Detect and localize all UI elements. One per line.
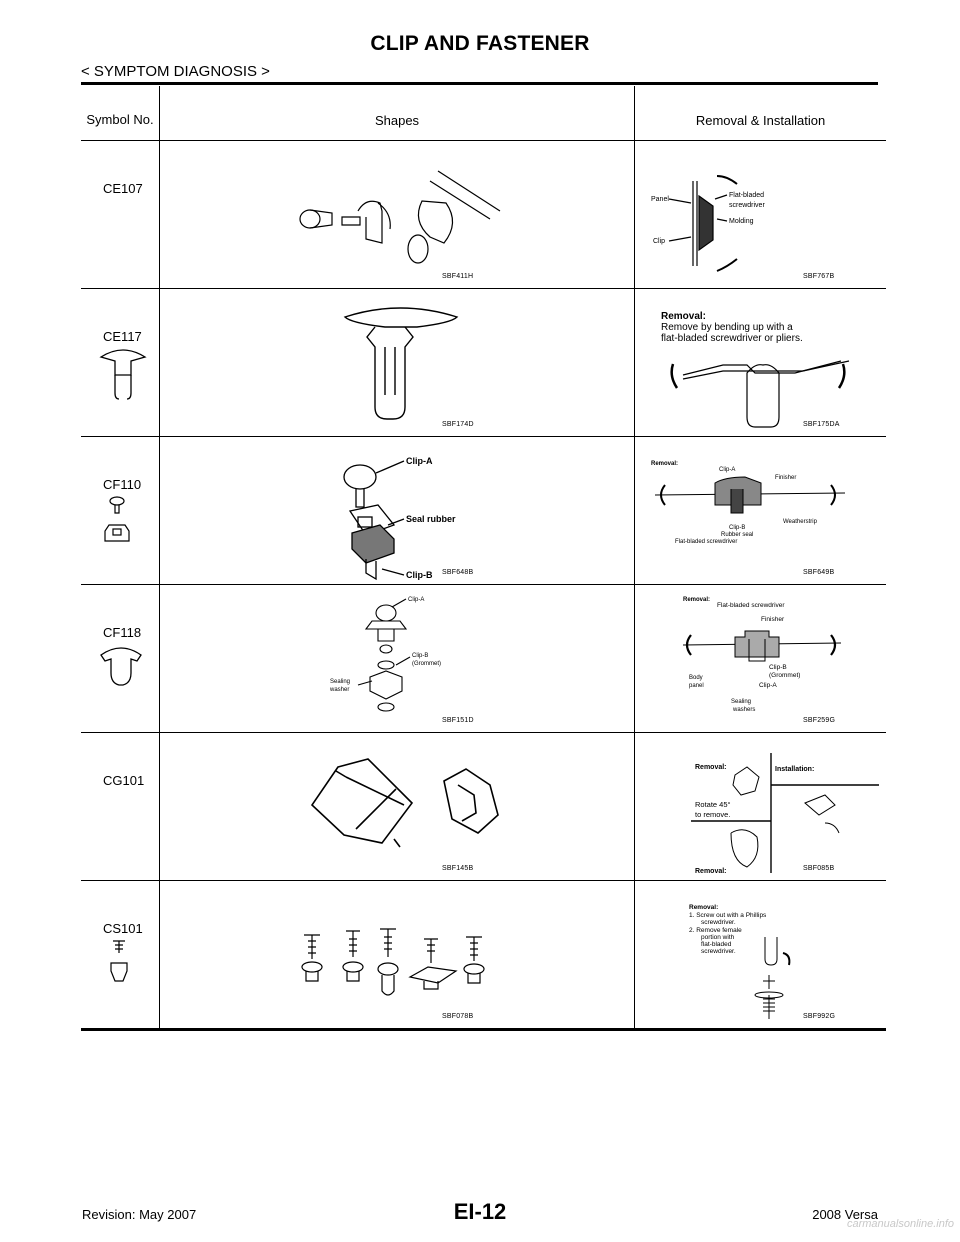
clip-shapes-illustration [160, 437, 632, 584]
label-clip-a: Clip-A [406, 456, 433, 466]
removal-code: SBF767B [803, 273, 835, 280]
removal-code: SBF649B [803, 569, 835, 576]
symbol-no: CF118 [103, 625, 142, 640]
screw-set-4 [410, 939, 456, 989]
label-clip-a: Clip-A [408, 597, 425, 603]
label-rubber-seal: Rubber seal [721, 532, 754, 538]
removal-code: SBF175DA [803, 421, 840, 428]
removal-illustration [635, 289, 884, 436]
header-shapes: Shapes [160, 86, 635, 141]
removal-cell [635, 141, 887, 289]
table-row [81, 141, 886, 289]
screw-set-1 [302, 935, 322, 981]
label-removal: Removal: [689, 904, 719, 911]
label-instruction-2: flat-bladed screwdriver or pliers. [661, 333, 803, 344]
symbol-cell [81, 733, 160, 881]
screw-set-2 [343, 931, 363, 981]
symbol-no: CS101 [103, 921, 143, 936]
clip-shapes-illustration [160, 141, 632, 288]
label-clip-b: Clip-B [412, 653, 429, 659]
label-installation: Installation: [775, 766, 815, 773]
removal-code: SBF085B [803, 865, 835, 872]
screw-set-3 [378, 929, 398, 995]
symbol-icon [81, 289, 157, 436]
footer-page-number: EI-12 [453, 1199, 507, 1224]
shapes-code: SBF151D [442, 717, 474, 724]
label-finisher: Finisher [775, 475, 797, 481]
label-step-1: 1. Screw out with a Phillips [689, 912, 767, 919]
label-removal-2: Removal: [695, 868, 727, 875]
label-flat-bladed-screwdriver: Flat-bladed screwdriver [717, 602, 785, 609]
label-clip-a-bottom: Clip-A [759, 682, 777, 689]
label-flat-bladed-screwdriver: Flat-bladed screwdriver [675, 539, 738, 545]
screw-set-5 [464, 937, 484, 983]
shapes-cell [160, 289, 635, 437]
label-body: Body [689, 675, 703, 681]
removal-cell [635, 733, 887, 881]
label-instruction-1: Remove by bending up with a [661, 322, 793, 333]
removal-illustration [635, 141, 884, 288]
table-row [81, 733, 886, 881]
label-sealing: Sealing [731, 699, 752, 705]
shapes-cell [160, 437, 635, 585]
label-step-2b: portion with [701, 934, 735, 941]
footer-model: 2008 Versa [812, 1207, 878, 1222]
label-flat-bladed: Flat-bladed [729, 192, 765, 199]
shapes-cell [160, 141, 635, 289]
clip-table [81, 86, 886, 1031]
label-sealing: Sealing [330, 679, 351, 685]
label-screwdriver: screwdriver [729, 202, 765, 209]
table-header-row [81, 86, 886, 141]
symbol-cell [81, 881, 160, 1030]
clip-shapes-illustration [160, 733, 632, 880]
table-row [81, 289, 886, 437]
clip-shapes-illustration [160, 585, 632, 732]
label-panel: Panel [651, 196, 669, 203]
symbol-cell [81, 289, 160, 437]
watermark: carmanualsonline.info [846, 1218, 954, 1230]
removal-cell [635, 289, 887, 437]
label-removal: Removal: [651, 461, 679, 467]
label-washers: washers [733, 707, 756, 713]
symbol-cell [81, 585, 160, 733]
shapes-code: SBF411H [442, 273, 474, 280]
label-molding: Molding [729, 218, 754, 225]
label-rotate-45: Rotate 45° [695, 800, 731, 809]
header-symbol: Symbol No. [81, 86, 160, 141]
removal-illustration [635, 585, 884, 732]
label-clip: Clip [653, 238, 666, 245]
table-row [81, 437, 886, 585]
symbol-no: CE107 [103, 181, 143, 196]
footer-revision: Revision: May 2007 [82, 1207, 197, 1222]
label-clip-b: Clip-B [729, 525, 746, 531]
label-clip-a: Clip-A [719, 467, 736, 473]
removal-cell [635, 437, 887, 585]
header-removal: Removal & Installation [635, 86, 887, 141]
label-step-1b: screwdriver. [701, 919, 736, 926]
symbol-icon [81, 585, 157, 732]
page-title: CLIP AND FASTENER [370, 32, 590, 55]
shapes-code: SBF648B [442, 569, 474, 576]
symbol-icon [81, 881, 157, 1028]
clip-shapes-illustration [160, 881, 632, 1028]
table-row [81, 881, 886, 1030]
table-row [81, 585, 886, 733]
label-weatherstrip: Weatherstrip [783, 519, 817, 525]
symbol-cell [81, 141, 160, 289]
symbol-icon [81, 437, 157, 584]
shapes-cell [160, 733, 635, 881]
removal-illustration [635, 881, 884, 1028]
label-finisher: Finisher [761, 616, 785, 623]
label-grommet: (Grommet) [412, 661, 441, 667]
removal-cell [635, 585, 887, 733]
symbol-no: CG101 [103, 773, 145, 788]
shapes-code: SBF174D [442, 421, 474, 428]
removal-code: SBF259G [803, 717, 836, 724]
symbol-no: CE117 [103, 329, 142, 344]
label-to-remove: to remove. [695, 810, 731, 819]
label-grommet: (Grommet) [769, 672, 801, 679]
shapes-code: SBF078B [442, 1013, 474, 1020]
label-clip-b: Clip-B [406, 570, 433, 580]
symbol-cell [81, 437, 160, 585]
removal-code: SBF992G [803, 1013, 836, 1020]
symbol-no: CF110 [103, 477, 142, 492]
label-step-2c: flat-bladed [701, 941, 732, 948]
label-removal: Removal: [695, 764, 727, 771]
label-washer: washer [330, 687, 350, 693]
section-title: < SYMPTOM DIAGNOSIS > [81, 63, 270, 80]
shapes-cell [160, 881, 635, 1030]
header-rule [81, 82, 878, 85]
removal-illustration [635, 437, 884, 584]
shapes-cell [160, 585, 635, 733]
label-removal: Removal: [683, 597, 711, 603]
clip-shapes-illustration [160, 289, 632, 436]
label-step-2d: screwdriver. [701, 948, 736, 955]
removal-cell [635, 881, 887, 1030]
shapes-code: SBF145B [442, 865, 474, 872]
removal-illustration [635, 733, 884, 880]
label-seal-rubber: Seal rubber [406, 514, 456, 524]
label-removal: Removal: [661, 311, 707, 322]
label-panel: panel [689, 683, 704, 689]
label-step-2: 2. Remove female [689, 927, 742, 934]
label-clip-b: Clip-B [769, 664, 787, 671]
